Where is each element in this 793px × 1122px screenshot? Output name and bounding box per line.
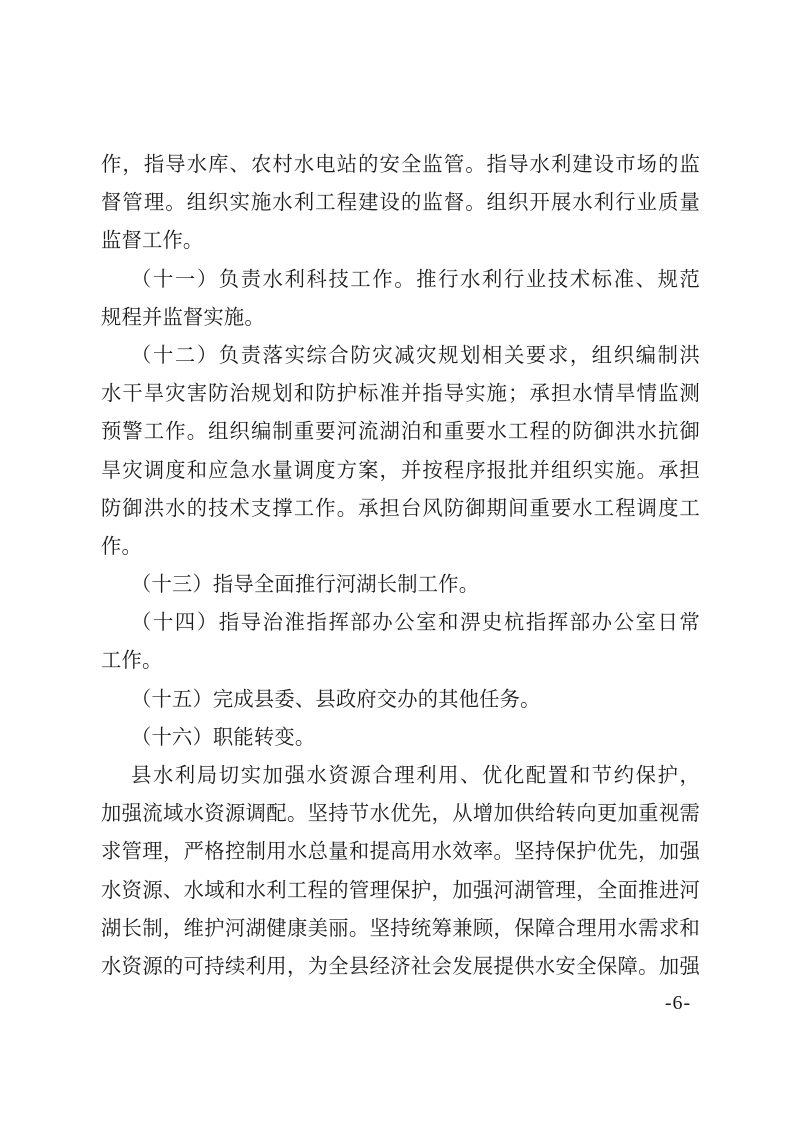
- text-line: 湖长制，维护河湖健康美丽。坚持统筹兼顾，保障合理用水需求和: [101, 917, 700, 940]
- text-line: 预警工作。组织编制重要河流湖泊和重要水工程的防御洪水抗御: [101, 421, 700, 444]
- paragraph-item-12: [101, 337, 700, 566]
- text-line: （十六）职能转变。: [131, 726, 316, 749]
- text-line: 水资源的可持续利用，为全县经济社会发展提供水安全保障。加强: [101, 955, 700, 978]
- text-line: （十二）负责落实综合防灾减灾规划相关要求，组织编制洪: [131, 344, 700, 367]
- text-line: 作，指导水库、农村水电站的安全监管。指导水利建设市场的监: [101, 154, 700, 176]
- text-line: 县水利局切实加强水资源合理利用、优化配置和节约保护，: [131, 765, 700, 787]
- text-line: 规程并监督实施。: [101, 306, 265, 329]
- paragraph-item-15: [101, 681, 700, 719]
- text-line: 作。: [101, 535, 142, 558]
- text-line: （十五）完成县委、县政府交办的其他任务。: [131, 688, 541, 711]
- paragraph-continuation: [101, 146, 700, 261]
- paragraph-function-transform: [101, 757, 700, 986]
- text-line: 水资源、水域和水利工程的管理保护，加强河湖管理，全面推进河: [101, 879, 700, 902]
- text-line: 防御洪水的技术支撑工作。承担台风防御期间重要水工程调度工: [101, 497, 700, 520]
- paragraph-item-13: [101, 566, 700, 604]
- text-line: （十一）负责水利科技工作。推行水利行业技术标准、规范: [131, 268, 700, 291]
- text-line: 旱灾调度和应急水量调度方案，并按程序报批并组织实施。承担: [101, 459, 700, 482]
- text-line: 督管理。组织实施水利工程建设的监督。组织开展水利行业质量: [101, 192, 700, 215]
- page-number: -6-: [664, 992, 692, 1014]
- paragraph-item-14: [101, 604, 700, 680]
- text-line: 水干旱灾害防治规划和防护标准并指导实施；承担水情旱情监测: [101, 383, 700, 406]
- text-line: （十三）指导全面推行河湖长制工作。: [131, 574, 480, 597]
- text-line: （十四）指导治淮指挥部办公室和淠史杭指挥部办公室日常: [131, 612, 700, 635]
- text-line: 求管理，严格控制用水总量和提高用水效率。坚持保护优先，加强: [101, 841, 700, 864]
- text-line: 工作。: [101, 650, 163, 673]
- paragraph-item-11: [101, 261, 700, 337]
- document-body: [101, 146, 700, 986]
- text-line: 加强流域水资源调配。坚持节水优先，从增加供给转向更加重视需: [101, 803, 700, 826]
- text-line: 监督工作。: [101, 230, 204, 253]
- paragraph-item-16: [101, 719, 700, 757]
